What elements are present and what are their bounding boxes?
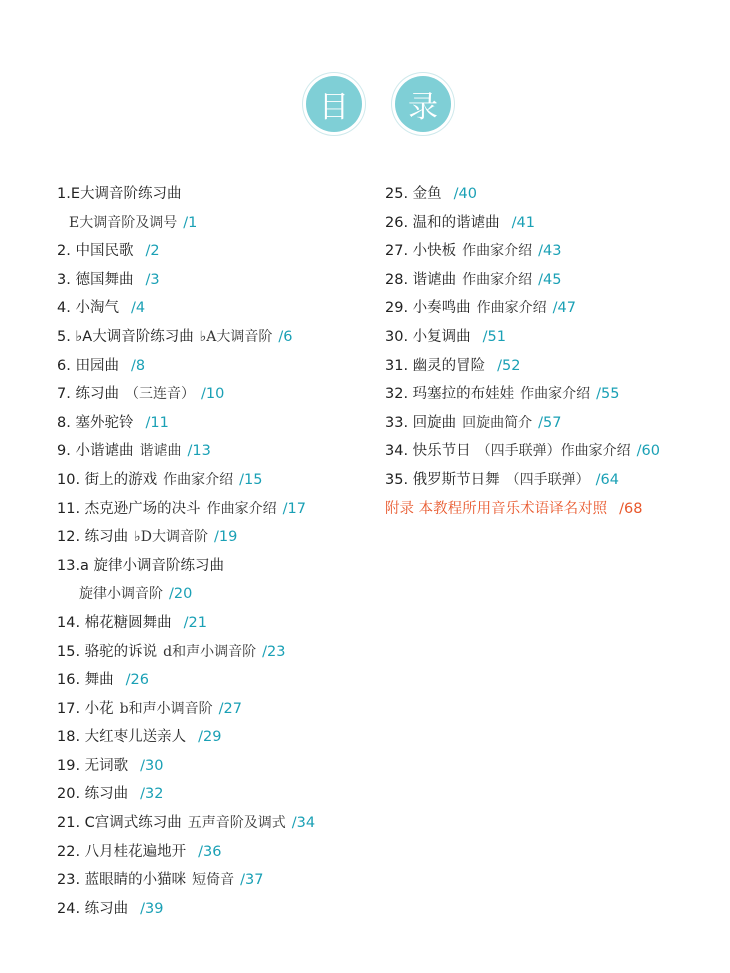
toc-entry-page: /23: [262, 643, 286, 660]
toc-entry-sub: d和声小调音阶: [163, 643, 257, 660]
toc-entry-sub: 回旋曲简介: [462, 414, 533, 431]
heading-char-1: 目: [319, 90, 349, 125]
toc-entry-title: 15. 骆驼的诉说: [57, 643, 158, 660]
heading-badge-mu: [306, 76, 362, 132]
toc-entry-title: 7. 练习曲: [57, 386, 119, 403]
toc-entry-page: /37: [240, 872, 264, 889]
toc-entry[interactable]: [57, 294, 315, 323]
toc-entry[interactable]: [385, 266, 660, 295]
toc-entry[interactable]: [57, 552, 315, 581]
toc-entry-title: 32. 玛塞拉的布娃娃: [385, 386, 515, 403]
toc-entry[interactable]: [57, 237, 315, 266]
toc-entry[interactable]: [57, 609, 315, 638]
heading-badge-lu: [395, 76, 451, 132]
toc-entry-title: 22. 八月桂花遍地开: [57, 843, 187, 860]
toc-entry-page: /26: [125, 672, 150, 689]
toc-entry-sub: ♭D大调音阶: [134, 529, 208, 546]
toc-entry[interactable]: [57, 838, 315, 867]
toc-entry[interactable]: [385, 380, 660, 409]
toc-entry-title: 35. 俄罗斯节日舞: [385, 471, 500, 488]
toc-entry-page: /30: [140, 757, 164, 774]
toc-entry[interactable]: [385, 180, 660, 209]
toc-entry[interactable]: [57, 466, 315, 495]
toc-entry[interactable]: [57, 752, 315, 781]
toc-entry-sub: 五声音阶及调式: [187, 815, 286, 832]
toc-entry-title: 附录 本教程所用音乐术语译名对照: [385, 500, 608, 517]
toc-entry-page: /13: [187, 443, 211, 460]
toc-entry-sub: 短倚音: [192, 872, 235, 889]
toc-entry-title: 12. 练习曲: [57, 529, 129, 546]
toc-entry-page: /40: [453, 186, 478, 202]
toc-entry[interactable]: [385, 437, 660, 466]
heading-char-2: 录: [408, 90, 438, 125]
toc-entry-page: /32: [140, 786, 164, 803]
toc-entry-title: 21. C宫调式练习曲: [57, 815, 182, 832]
toc-entry-page: /19: [214, 529, 238, 546]
toc-entry-sub: （四手联弹）: [505, 471, 590, 488]
toc-entry[interactable]: [57, 723, 315, 752]
toc-entry-sub: （四手联弹）作曲家介绍: [476, 443, 631, 460]
toc-entry-title: 17. 小花: [57, 700, 114, 717]
toc-entry-title: 13.a 旋律小调音阶练习曲: [57, 557, 225, 574]
toc-entry[interactable]: [385, 409, 660, 438]
toc-entry-page: /10: [200, 386, 225, 403]
toc-entry-page: /55: [596, 386, 620, 403]
toc-entry-page: /41: [511, 214, 536, 231]
toc-entry-page: /34: [291, 815, 316, 832]
toc-entry-title: 2. 中国民歌: [57, 243, 134, 260]
toc-entry[interactable]: [57, 323, 315, 352]
toc-entry-sub: E大调音阶及调号: [69, 214, 178, 231]
toc-entry[interactable]: [385, 323, 660, 352]
toc-appendix-entry[interactable]: [385, 495, 660, 524]
toc-entry-sub: 作曲家介绍: [206, 500, 277, 517]
toc-entry-title: 10. 街上的游戏: [57, 471, 158, 488]
toc-entry-title: 20. 练习曲: [57, 786, 129, 803]
toc-entry[interactable]: [57, 780, 315, 809]
toc-entry-title: 31. 幽灵的冒险: [385, 357, 486, 374]
toc-entry[interactable]: [57, 495, 315, 524]
toc-entry-page: /6: [278, 328, 293, 345]
toc-entry-title: 27. 小快板: [385, 243, 457, 260]
toc-entry[interactable]: [57, 638, 315, 667]
toc-entry-title: 34. 快乐节日: [385, 443, 471, 460]
toc-entry-title: 11. 杰克逊广场的决斗: [57, 500, 201, 517]
toc-entry-page: /1: [183, 214, 198, 231]
toc-entry-title: 1.E大调音阶练习曲: [57, 186, 182, 202]
toc-entry-page: /27: [218, 700, 242, 717]
toc-entry-title: 30. 小复调曲: [385, 328, 471, 345]
toc-entry-page: /2: [145, 243, 160, 260]
toc-entry[interactable]: [57, 523, 315, 552]
toc-entry[interactable]: [57, 580, 315, 609]
toc-entry-title: 19. 无词歌: [57, 757, 129, 774]
toc-entry-title: 23. 蓝眼睛的小猫咪: [57, 872, 187, 889]
toc-entry-title: 5. ♭A大调音阶练习曲: [57, 328, 194, 345]
toc-entry[interactable]: [57, 380, 315, 409]
toc-entry[interactable]: [57, 695, 315, 724]
toc-entry[interactable]: [57, 666, 315, 695]
toc-entry[interactable]: [57, 437, 315, 466]
toc-left-column: [57, 180, 315, 923]
toc-entry[interactable]: [57, 180, 315, 209]
toc-entry[interactable]: [57, 409, 315, 438]
toc-entry-page: /15: [239, 471, 263, 488]
toc-entry-sub: 作曲家介绍: [163, 471, 234, 488]
toc-entry-sub: 作曲家介绍: [476, 300, 547, 317]
toc-entry[interactable]: [57, 352, 315, 381]
toc-entry-page: /68: [619, 500, 643, 517]
toc-entry-sub: ♭A大调音阶: [199, 328, 273, 345]
toc-entry-page: /39: [140, 900, 164, 917]
toc-entry-page: /3: [145, 271, 160, 288]
toc-entry-sub: （三连音）: [124, 386, 195, 403]
toc-entry-page: /51: [482, 328, 507, 345]
toc-entry[interactable]: [57, 209, 315, 238]
toc-entry[interactable]: [57, 809, 315, 838]
toc-entry-title: 14. 棉花糖圆舞曲: [57, 614, 172, 631]
toc-entry[interactable]: [57, 866, 315, 895]
toc-entry-title: 8. 塞外驼铃: [57, 414, 134, 431]
toc-entry-sub: b和声小调音阶: [119, 700, 213, 717]
toc-entry-page: /57: [538, 414, 562, 431]
toc-entry-page: /17: [282, 500, 307, 517]
toc-entry-sub: 作曲家介绍: [462, 243, 533, 260]
toc-right-column: [385, 180, 660, 523]
toc-entry-page: /36: [198, 843, 222, 860]
toc-entry-title: 28. 谐谑曲: [385, 271, 457, 288]
toc-entry-title: 16. 舞曲: [57, 672, 114, 689]
toc-entry-page: /20: [169, 586, 193, 603]
toc-entry-title: 9. 小谐谑曲: [57, 443, 134, 460]
toc-entry[interactable]: [57, 266, 315, 295]
toc-entry[interactable]: [385, 237, 660, 266]
toc-entry-page: /45: [538, 271, 562, 288]
toc-entry-page: /60: [636, 443, 661, 460]
toc-entry-title: 4. 小淘气: [57, 300, 119, 317]
toc-entry-page: /64: [595, 471, 620, 488]
toc-entry-page: /43: [538, 243, 562, 260]
toc-entry-page: /21: [183, 614, 208, 631]
toc-entry[interactable]: [385, 209, 660, 238]
toc-entry-sub: 作曲家介绍: [520, 386, 591, 403]
toc-entry-page: /8: [130, 357, 146, 374]
toc-entry-page: /47: [552, 300, 577, 317]
toc-entry[interactable]: [385, 294, 660, 323]
toc-entry-sub: 作曲家介绍: [462, 271, 533, 288]
toc-entry-page: /29: [198, 729, 222, 746]
toc-entry[interactable]: [385, 466, 660, 495]
toc-entry-title: 18. 大红枣儿送亲人: [57, 729, 187, 746]
toc-entry-title: 26. 温和的谐谑曲: [385, 214, 500, 231]
toc-entry-page: /4: [130, 300, 146, 317]
toc-entry-title: 25. 金鱼: [385, 186, 442, 202]
toc-entry[interactable]: [57, 895, 315, 924]
toc-entry-page: /52: [497, 357, 521, 374]
toc-entry-page: /11: [145, 414, 169, 431]
toc-entry-title: 3. 德国舞曲: [57, 271, 134, 288]
toc-entry-sub: 旋律小调音阶: [79, 586, 163, 603]
toc-entry-sub: 谐谑曲: [139, 443, 182, 460]
toc-entry-title: 6. 田园曲: [57, 357, 119, 374]
toc-entry-title: 33. 回旋曲: [385, 414, 457, 431]
toc-entry-title: 24. 练习曲: [57, 900, 129, 917]
toc-entry-title: 29. 小奏鸣曲: [385, 300, 471, 317]
toc-entry[interactable]: [385, 352, 660, 381]
